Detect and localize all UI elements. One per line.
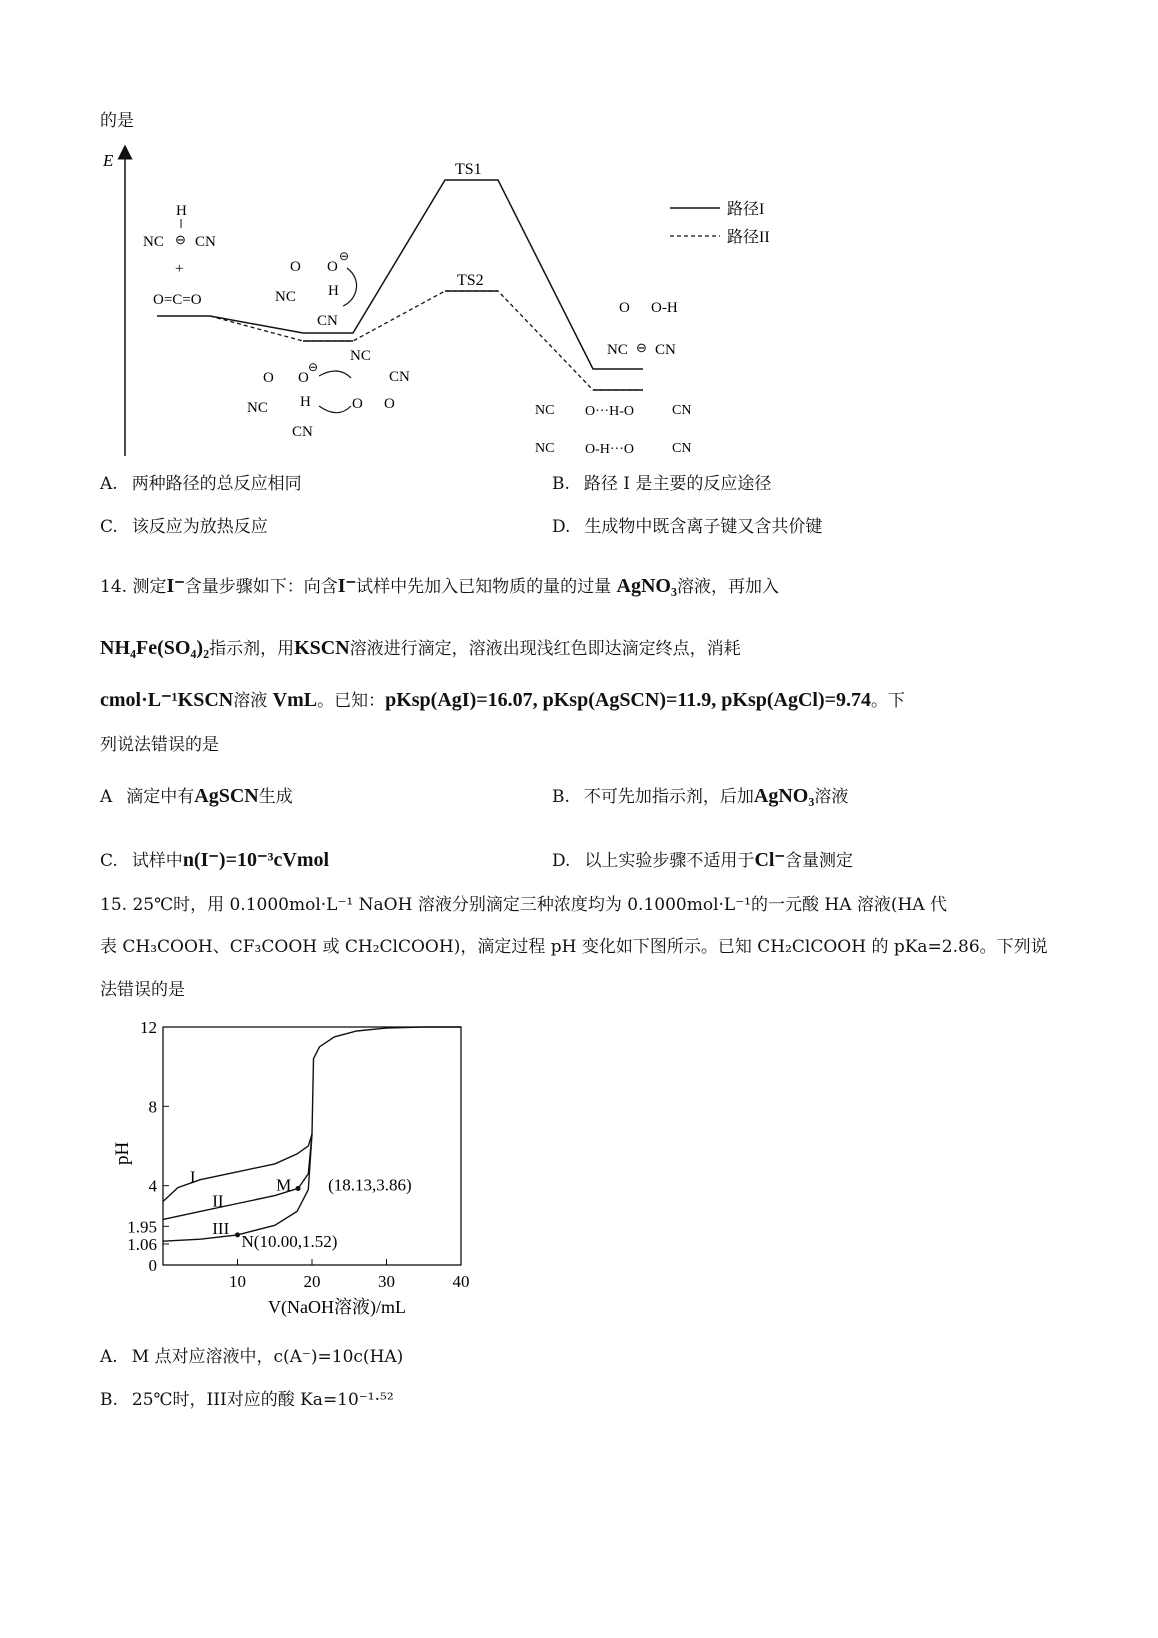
point-coords: (18.13,3.86) [328,1175,412,1195]
svg-text:⊖: ⊖ [339,249,350,263]
svg-text:CN: CN [672,441,692,456]
q13-option-d[interactable]: D. 生成物中既含离子键又含共价键 [552,517,823,537]
svg-text:O: O [263,370,274,386]
svg-text:O: O [298,370,309,386]
svg-text:H: H [328,283,339,299]
q14-option-c[interactable]: C. 试样中n(I⁻)=10⁻³cVmol [100,849,330,871]
svg-text:CN: CN [655,342,676,358]
svg-text:CN: CN [389,369,410,385]
svg-text:CN: CN [292,424,313,440]
x-tick-label: 20 [303,1272,321,1291]
svg-text:O: O [352,396,363,412]
legend-path-2: 路径II [727,229,770,246]
point-M [296,1186,301,1191]
dimer-structure [247,348,410,440]
svg-text:O: O [384,396,395,412]
svg-text:NC: NC [350,348,371,364]
y-tick-label: 4 [148,1176,157,1196]
q14-line-1: 14. 测定I⁻含量步骤如下：向含I⁻试样中先加入已知物质的量的过量 AgNO₃溶液，再加入 [100,575,779,597]
intermediate-1-structure [275,249,357,329]
x-axis-label: V(NaOH溶液)/mL [268,1297,406,1317]
q14-option-b[interactable]: B. 不可先加指示剂，后加AgNO₃溶液 [552,785,849,807]
svg-text:NC: NC [535,441,555,456]
q15-line-3: 法错误的是 [100,980,185,1000]
y-tick-label: 1.95 [127,1217,157,1237]
svg-text:⊖: ⊖ [636,340,647,355]
series-label: III [212,1219,230,1239]
svg-text:NC: NC [607,342,628,358]
point-label: M [276,1175,292,1195]
q13-option-b[interactable]: B. 路径 I 是主要的反应途径 [552,474,772,494]
q15-line-1: 15. 25℃时，用 0.1000mol·L⁻¹ NaOH 溶液分别滴定三种浓度均为 0.1000mol·L⁻¹的一元酸 HA 溶液(HA 代 [100,895,948,915]
point-N [235,1232,240,1237]
svg-text:O···H-O: O···H-O [585,404,634,419]
svg-text:NC: NC [143,234,164,250]
legend-path-1: 路径I [727,201,765,218]
y-tick-label: 1.06 [127,1234,157,1254]
svg-text:O: O [290,259,301,275]
svg-text:NC: NC [535,403,555,418]
x-tick-label: 30 [378,1272,395,1291]
q14-option-a[interactable]: A 滴定中有AgSCN生成 [100,785,293,807]
svg-text:H: H [300,394,311,410]
y-axis-label: pH [112,1141,133,1165]
series-label: I [189,1167,196,1187]
svg-text:O=C=O: O=C=O [153,292,202,308]
q13-option-c[interactable]: C. 该反应为放热反应 [100,517,268,537]
q15-line-2: 表 CH₃COOH、CF₃COOH 或 CH₂ClCOOH)，滴定过程 pH 变化如下图所示。已知 CH₂ClCOOH 的 pKa=2.86。下列说 [100,937,1048,957]
x-tick-label: 10 [229,1272,246,1291]
ts2-label: TS2 [457,272,484,289]
q14-line-3: cmol·L⁻¹KSCN溶液 VmL。已知：pKsp(AgI)=16.07, pKsp(AgSCN)=11.9, pKsp(AgCl)=9.74。下 [100,689,906,711]
svg-text:CN: CN [195,234,216,250]
q13-option-a[interactable]: A. 两种路径的总反应相同 [100,474,302,494]
svg-text:⊖: ⊖ [175,232,186,247]
svg-text:CN: CN [672,403,692,418]
svg-text:+: + [175,261,184,277]
energy-diagram [95,140,815,470]
q14-line-2: NH₄Fe(SO₄)₂指示剂，用KSCN溶液进行滴定，溶液出现浅红色即达滴定终点，消耗 [100,637,741,659]
q13-stem-tail: 的是 [100,111,134,131]
x-tick-label: 40 [452,1272,470,1291]
svg-text:O-H···O: O-H···O [585,442,634,457]
series-line-excess [312,1027,461,1134]
svg-text:NC: NC [247,400,268,416]
series-label: II [212,1191,224,1211]
plot-frame [163,1027,461,1265]
svg-text:O-H: O-H [651,300,678,316]
svg-text:⊖: ⊖ [308,360,319,374]
path-1-line [157,180,643,369]
svg-text:H: H [176,203,187,219]
q14-line-4: 列说法错误的是 [100,735,219,755]
svg-text:O: O [327,259,338,275]
q15-option-a[interactable]: A. M 点对应溶液中，c(A⁻)=10c(HA) [100,1347,404,1367]
svg-text:CN: CN [317,313,338,329]
svg-text:O: O [619,300,630,316]
q15-option-b[interactable]: B. 25℃时，III对应的酸 Ka=10⁻¹·⁵² [100,1390,394,1410]
reactant-structure [143,203,216,308]
ts1-label: TS1 [455,161,482,178]
energy-axis-label: E [103,151,114,170]
titration-chart [90,1015,510,1335]
y-tick-label: 8 [148,1097,157,1117]
product-2-structure [535,403,691,457]
product-1-structure [607,300,678,358]
q14-option-d[interactable]: D. 以上实验步骤不适用于Cl⁻含量测定 [552,849,853,871]
svg-text:NC: NC [275,289,296,305]
y-tick-label: 0 [148,1256,157,1275]
y-tick-label: 12 [140,1018,157,1037]
point-coords: N(10.00,1.52) [241,1231,338,1251]
